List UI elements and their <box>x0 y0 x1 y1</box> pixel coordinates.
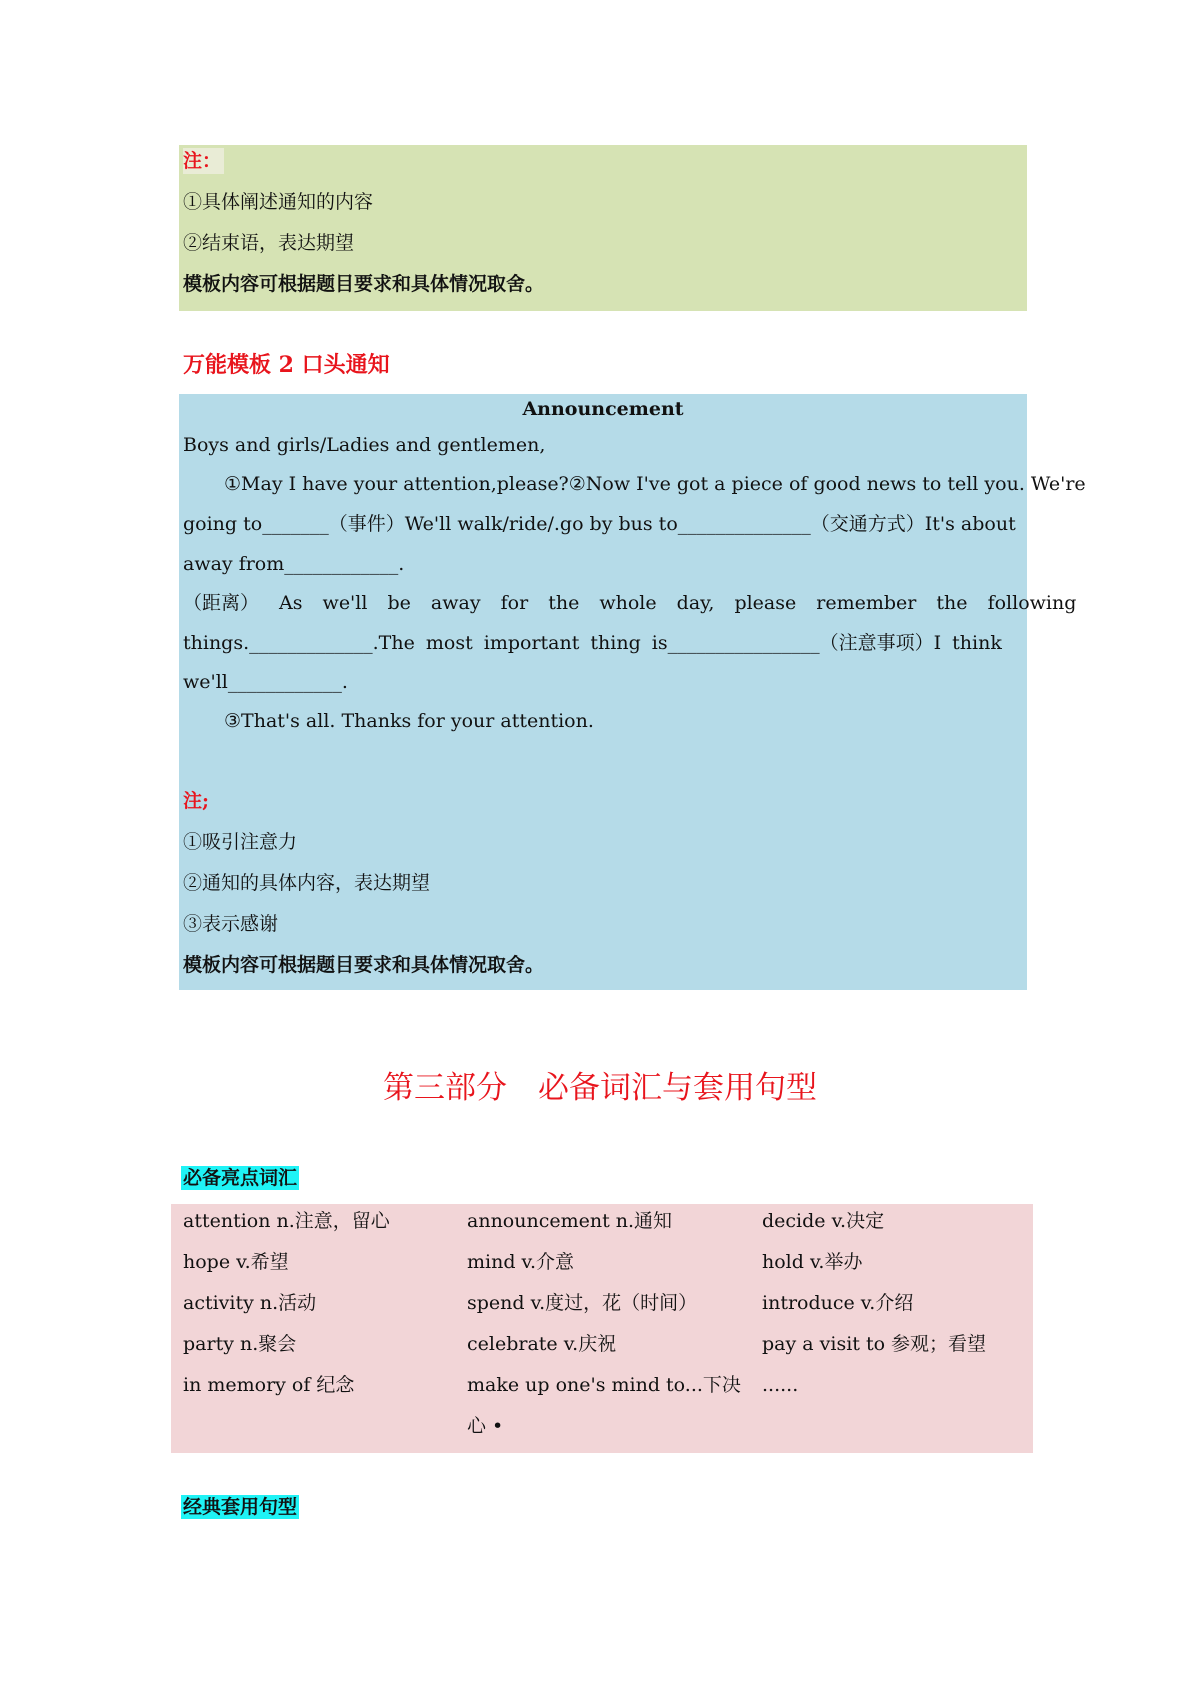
note-label: 注： <box>183 148 224 174</box>
template2-heading: 万能模板 2 口头通知 <box>183 352 390 378</box>
note-item-2: ②结束语，表达期望 <box>183 232 355 254</box>
template2-note-3: ③表示感谢 <box>183 913 279 935</box>
vocab-cell: pay a visit to 参观；看望 <box>762 1333 987 1355</box>
sentence-label: 经典套用句型 <box>183 1496 298 1518</box>
vocab-cell: in memory of 纪念 <box>183 1374 355 1396</box>
vocab-cell: spend v.度过，花（时间） <box>467 1292 698 1314</box>
vocab-cell: decide v.决定 <box>762 1210 885 1232</box>
vocab-cell: introduce v.介绍 <box>762 1292 914 1314</box>
template2-footer: 模板内容可根据题目要求和具体情况取舍。 <box>183 954 545 976</box>
announcement-title: Announcement <box>522 398 684 420</box>
template2-note-1: ①吸引注意力 <box>183 831 298 853</box>
vocab-cell: ...... <box>762 1374 799 1396</box>
vocab-cell: attention n.注意，留心 <box>183 1210 390 1232</box>
body-line-2: going to_______（事件）We'll walk/ride/.go by bus to______________（交通方式）It's about <box>183 513 1016 535</box>
body-line-6: we'll____________. <box>183 671 348 693</box>
vocab-cell: activity n.活动 <box>183 1292 317 1314</box>
body-line-5: things._____________.The most important thing is________________（注意事项）I think <box>183 632 1002 654</box>
vocab-table <box>171 1204 1033 1453</box>
vocab-cell: celebrate v.庆祝 <box>467 1333 617 1355</box>
note-item-1: ①具体阐述通知的内容 <box>183 191 374 213</box>
body-line-7: ③That's all. Thanks for your attention. <box>224 710 594 732</box>
sentence-label-wrap <box>181 1494 299 1520</box>
vocab-cell: hope v.希望 <box>183 1251 289 1273</box>
body-line-3: away from____________. <box>183 553 405 575</box>
body-line-4: （距离） As we'll be away for the whole day, please remember the following <box>183 592 1077 614</box>
vocab-cell: hold v.举办 <box>762 1251 863 1273</box>
vocab-cell: party n.聚会 <box>183 1333 297 1355</box>
part3-heading: 第三部分 必备词汇与套用句型 <box>383 1070 817 1106</box>
template2-note-2: ②通知的具体内容，表达期望 <box>183 872 431 894</box>
vocab-cell: announcement n.通知 <box>467 1210 673 1232</box>
vocab-cell: mind v.介意 <box>467 1251 575 1273</box>
template2-note-label: 注; <box>183 790 210 812</box>
note-footer: 模板内容可根据题目要求和具体情况取舍。 <box>183 273 545 295</box>
vocab-cell: make up one's mind to...下决 <box>467 1374 741 1396</box>
vocab-label: 必备亮点词汇 <box>183 1167 298 1189</box>
body-line-1: ①May I have your attention,please?②Now I've got a piece of good news to tell you. We're <box>224 473 1086 495</box>
vocab-cell: 心 • <box>467 1415 504 1437</box>
salutation: Boys and girls/Ladies and gentlemen, <box>183 434 546 456</box>
vocab-label-wrap <box>181 1165 299 1191</box>
